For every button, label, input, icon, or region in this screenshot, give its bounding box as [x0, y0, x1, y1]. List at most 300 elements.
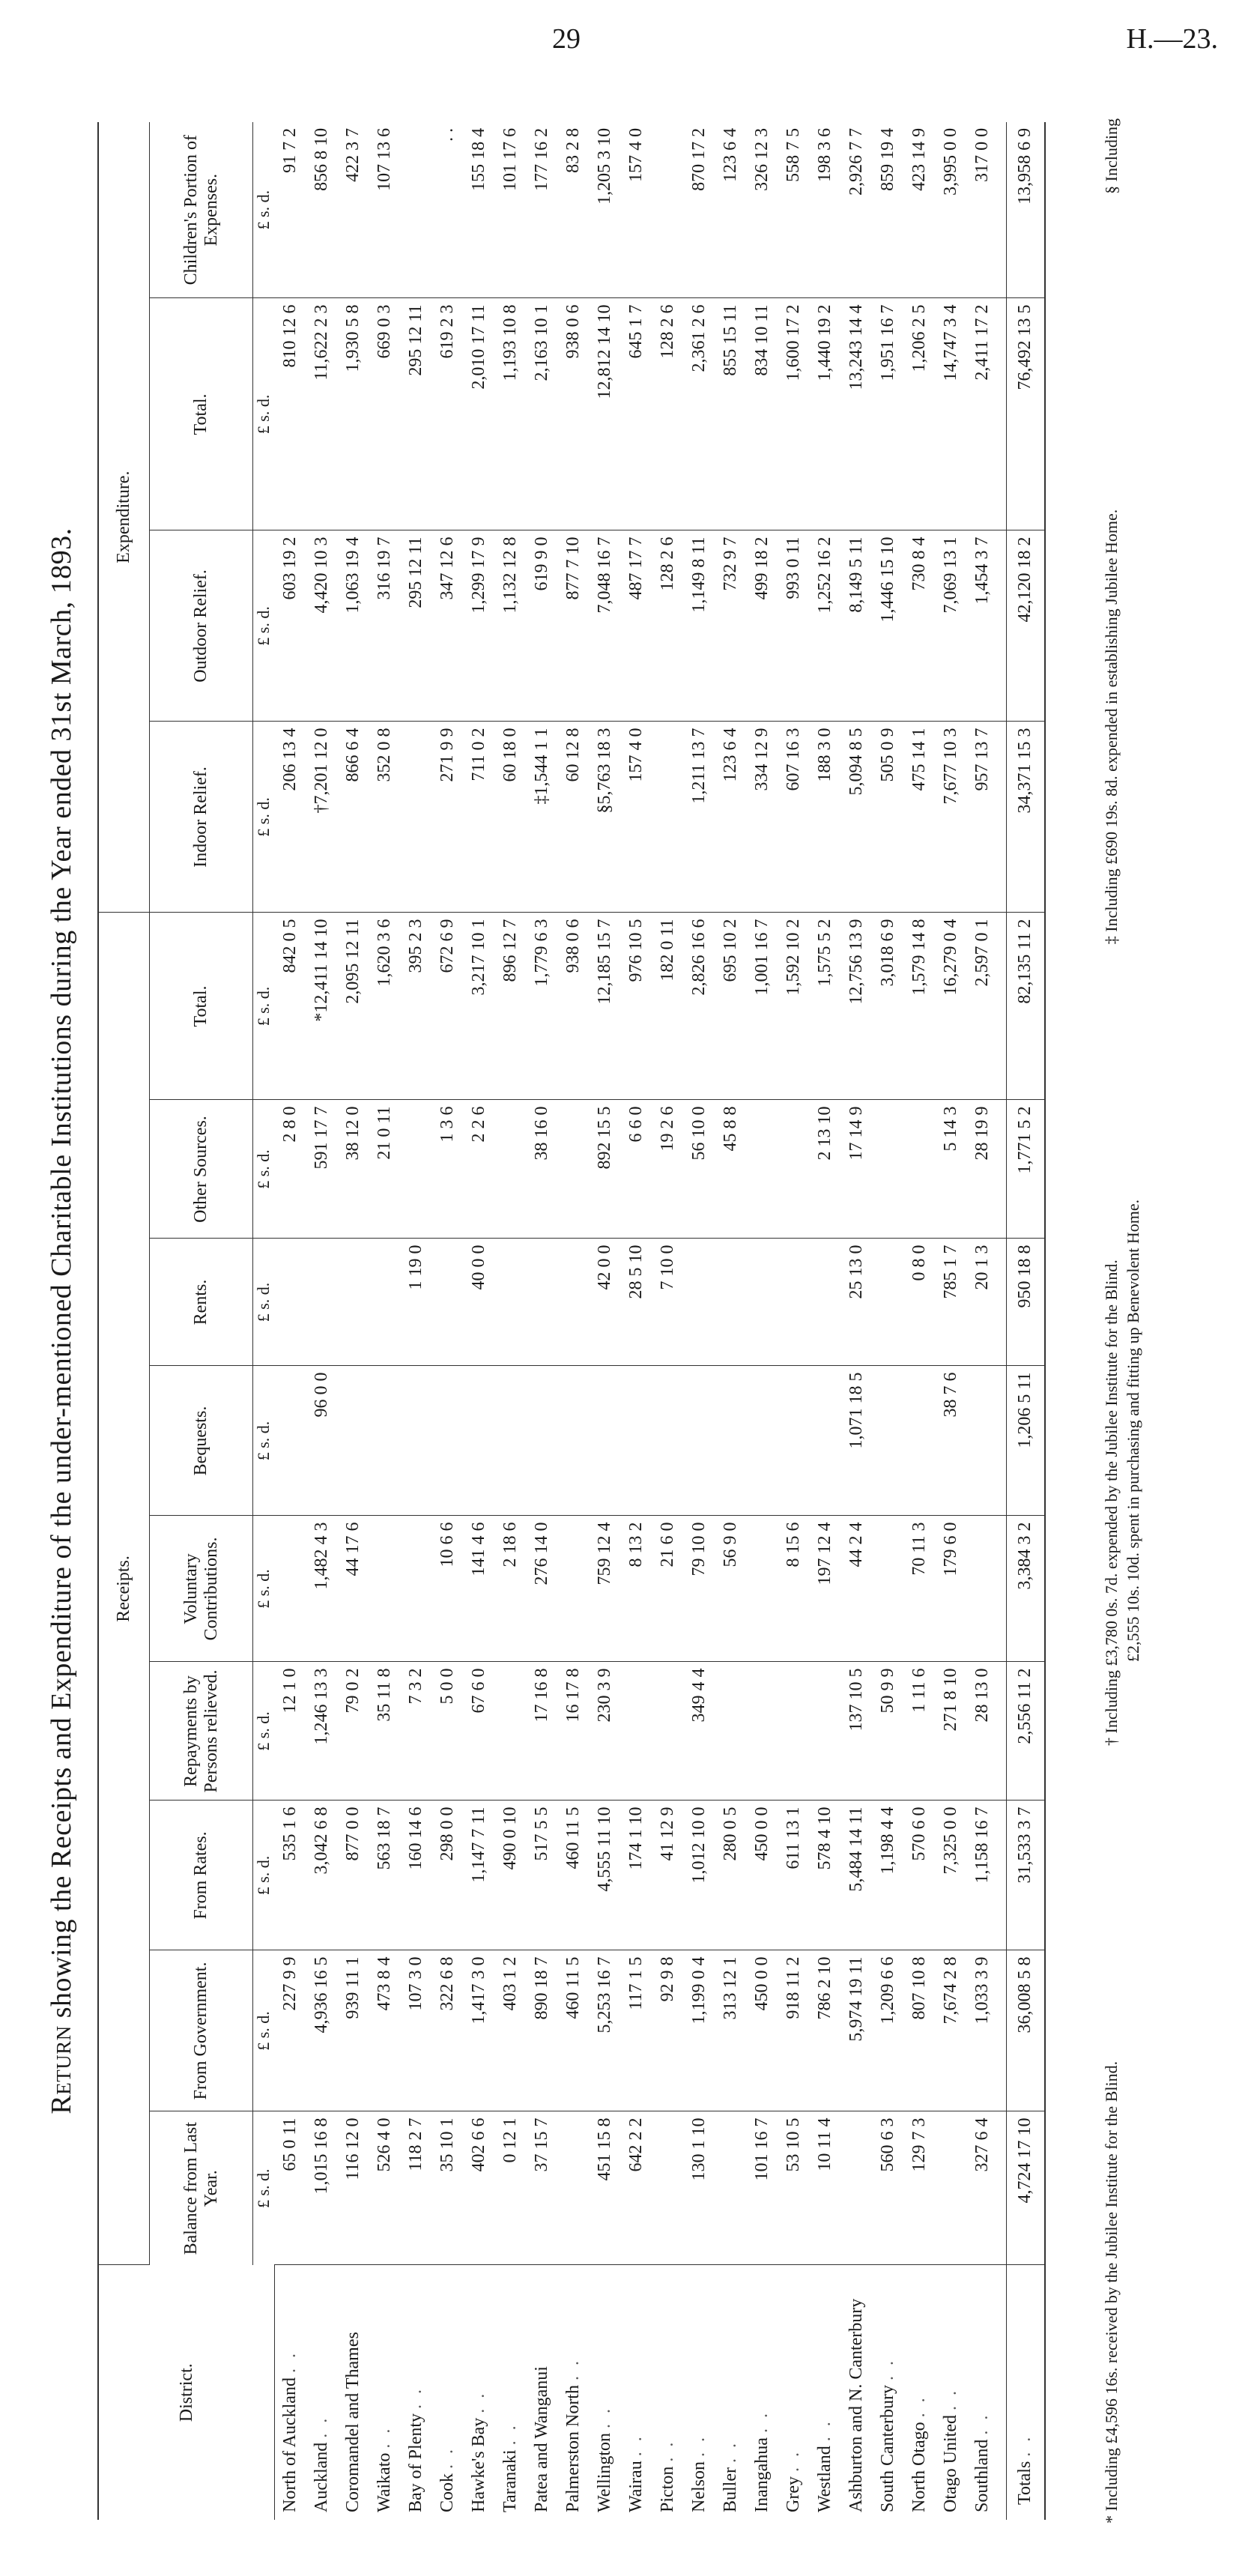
value-cell: 402 6 6	[464, 2111, 495, 2265]
page-title	[45, 111, 78, 2531]
value-cell: 3,217 10 1	[464, 913, 495, 1100]
total-value-cell: 1,206 5 11	[1006, 1366, 1045, 1516]
value-cell: 7 10 0	[652, 1239, 684, 1366]
leader-dots: . .	[752, 2410, 772, 2434]
value-cell: 5,974 19 11	[841, 1950, 873, 2111]
value-cell: 5,094 8 5	[841, 722, 873, 913]
value-cell: 870 17 2	[684, 122, 715, 298]
value-cell: 460 11 5	[558, 1801, 590, 1950]
value-cell: 1,779 6 3	[527, 913, 558, 1100]
column-header: Repayments by Persons relieved.	[150, 1662, 253, 1801]
column-header: Balance from Last Year.	[150, 2111, 253, 2265]
leader-dots: . .	[469, 2390, 488, 2413]
value-cell: 993 0 11	[778, 530, 810, 722]
district-name: Wellington	[595, 2432, 614, 2512]
district-cell	[306, 2265, 338, 2520]
value-cell: 17 14 9	[841, 1100, 873, 1239]
value-cell	[747, 1100, 778, 1239]
value-cell: 8,149 5 11	[841, 530, 873, 722]
value-cell	[841, 2111, 873, 2265]
header-district: District.	[98, 2265, 274, 2520]
value-cell: 271 8 10	[936, 1662, 967, 1801]
value-cell	[778, 1100, 810, 1239]
value-cell: 28 5 10	[621, 1239, 652, 1366]
district-name: Inangahua	[752, 2437, 772, 2512]
footnote-star: * Including £4,596 16s. received by the Jubilee Institute for the Blind.	[1102, 2061, 1121, 2524]
value-cell: 295 12 11	[401, 298, 432, 530]
value-cell: 3,995 0 0	[936, 122, 967, 298]
district-cell	[401, 2265, 432, 2520]
district-cell	[652, 2265, 684, 2520]
value-cell: 45 8 8	[715, 1100, 747, 1239]
value-cell: 347 12 6	[432, 530, 464, 722]
value-cell: 41 12 9	[652, 1801, 684, 1950]
value-cell	[747, 1366, 778, 1516]
value-cell	[401, 722, 432, 913]
value-cell: 6 6 0	[621, 1100, 652, 1239]
table-row	[715, 122, 747, 2520]
totals-row	[1006, 122, 1045, 2520]
district-name: Palmerston North	[563, 2385, 583, 2512]
value-cell: 230 3 9	[590, 1662, 621, 1801]
value-cell: 4,936 16 5	[306, 1950, 338, 2111]
value-cell: 558 7 5	[778, 122, 810, 298]
district-cell	[621, 2265, 652, 2520]
value-cell	[338, 1239, 369, 1366]
value-cell	[652, 1662, 684, 1801]
district-name: Nelson	[689, 2461, 709, 2512]
column-header: From Government.	[150, 1950, 253, 2111]
value-cell	[715, 1239, 747, 1366]
value-cell: 352 0 8	[369, 722, 401, 913]
value-cell: 137 10 5	[841, 1662, 873, 1801]
footnote-section-continued: £2,555 10s. 10d. spent in purchasing and fitting up Benevolent Home.	[1123, 1199, 1142, 1662]
value-cell: 67 6 0	[464, 1662, 495, 1801]
district-name: North Otago	[909, 2422, 929, 2512]
value-cell: 1,592 10 2	[778, 913, 810, 1100]
total-value-cell: 36,008 5 8	[1006, 1950, 1045, 2111]
value-cell: †7,201 12 0	[306, 722, 338, 913]
table-row	[967, 122, 1007, 2520]
value-cell: 129 7 3	[904, 2111, 936, 2265]
total-value-cell: 950 18 8	[1006, 1239, 1045, 1366]
district-cell	[684, 2265, 715, 2520]
value-cell: 450 0 0	[747, 1950, 778, 2111]
value-cell: 560 6 3	[873, 2111, 904, 2265]
value-cell: 3,042 6 8	[306, 1801, 338, 1950]
totals-label: Totals	[1015, 2461, 1035, 2505]
value-cell	[684, 1366, 715, 1516]
value-cell: 526 4 0	[369, 2111, 401, 2265]
value-cell	[652, 122, 684, 298]
value-cell: 578 4 10	[810, 1801, 841, 1950]
value-cell: *12,411 14 10	[306, 913, 338, 1100]
district-cell	[464, 2265, 495, 2520]
value-cell	[747, 1662, 778, 1801]
value-cell: . .	[432, 122, 464, 298]
value-cell	[464, 1366, 495, 1516]
value-cell: 859 19 4	[873, 122, 904, 298]
value-cell: 1,575 5 2	[810, 913, 841, 1100]
value-cell: 40 0 0	[464, 1239, 495, 1366]
value-cell: 976 10 5	[621, 913, 652, 1100]
value-cell: 37 15 7	[527, 2111, 558, 2265]
value-cell: 28 13 0	[967, 1662, 1007, 1801]
leader-dots: . .	[280, 2350, 300, 2374]
value-cell: 79 10 0	[684, 1516, 715, 1662]
value-cell: 957 13 7	[967, 722, 1007, 913]
value-cell: 107 13 6	[369, 122, 401, 298]
district-name: Picton	[658, 2466, 677, 2512]
value-cell: 810 12 6	[274, 298, 306, 530]
value-cell: 856 8 10	[306, 122, 338, 298]
value-cell: 44 2 4	[841, 1516, 873, 1662]
value-cell	[873, 1100, 904, 1239]
value-cell: 807 10 8	[904, 1950, 936, 2111]
value-cell	[338, 1366, 369, 1516]
value-cell: 96 0 0	[306, 1366, 338, 1516]
value-cell: 938 0 6	[558, 913, 590, 1100]
leader-dots: . .	[815, 2419, 834, 2442]
value-cell: 834 10 11	[747, 298, 778, 530]
value-cell: 317 0 0	[967, 122, 1007, 298]
district-name: Patea and Wanganui	[532, 2366, 551, 2512]
value-cell: 44 17 6	[338, 1516, 369, 1662]
district-cell	[274, 2265, 306, 2520]
column-units: £ s. d.	[253, 1239, 275, 1366]
table-row	[401, 122, 432, 2520]
value-cell: 535 1 6	[274, 1801, 306, 1950]
leader-dots: . .	[500, 2422, 520, 2446]
value-cell	[401, 1366, 432, 1516]
leader-dots: . .	[784, 2449, 803, 2473]
value-cell: 611 13 1	[778, 1801, 810, 1950]
value-cell: 271 9 9	[432, 722, 464, 913]
value-cell: 2,597 0 1	[967, 913, 1007, 1100]
district-name: Grey	[784, 2476, 803, 2512]
value-cell: 730 8 4	[904, 530, 936, 722]
value-cell: 1,446 15 10	[873, 530, 904, 722]
value-cell: 732 9 7	[715, 530, 747, 722]
value-cell: 490 0 10	[495, 1801, 527, 1950]
value-cell: 56 10 0	[684, 1100, 715, 1239]
leader-dots: . .	[721, 2440, 740, 2463]
table-row	[936, 122, 967, 2520]
district-name: Taranaki	[500, 2449, 520, 2512]
value-cell: 1,206 2 5	[904, 298, 936, 530]
column-units: £ s. d.	[253, 1801, 275, 1950]
district-name: Hawke's Bay	[469, 2417, 488, 2512]
column-header: Bequests.	[150, 1366, 253, 1516]
value-cell: 1,199 0 4	[684, 1950, 715, 2111]
value-cell: 890 18 7	[527, 1950, 558, 2111]
value-cell	[432, 1366, 464, 1516]
value-cell: 3,018 6 9	[873, 913, 904, 1100]
value-cell	[558, 1239, 590, 1366]
value-cell: 7,069 13 1	[936, 530, 967, 722]
value-cell: 334 12 9	[747, 722, 778, 913]
leader-dots: . .	[658, 2439, 677, 2462]
value-cell: 2,095 12 11	[338, 913, 369, 1100]
value-cell: 451 15 8	[590, 2111, 621, 2265]
value-cell: 79 0 2	[338, 1662, 369, 1801]
leader-dots: . .	[941, 2388, 960, 2411]
table-row	[778, 122, 810, 2520]
table-row	[495, 122, 527, 2520]
value-cell: 892 15 5	[590, 1100, 621, 1239]
value-cell: 322 6 8	[432, 1950, 464, 2111]
value-cell: 2 13 10	[810, 1100, 841, 1239]
value-cell	[936, 2111, 967, 2265]
leader-dots: . .	[909, 2395, 929, 2418]
value-cell: 403 1 2	[495, 1950, 527, 2111]
value-cell: 13,243 14 4	[841, 298, 873, 530]
value-cell: 450 0 0	[747, 1801, 778, 1950]
leader-dots: . .	[626, 2434, 646, 2457]
value-cell: 2,010 17 11	[464, 298, 495, 530]
value-cell	[621, 1366, 652, 1516]
value-cell: 1,132 12 8	[495, 530, 527, 722]
totals-label-cell	[1006, 2265, 1045, 2520]
value-cell	[369, 1366, 401, 1516]
value-cell: 1,158 16 7	[967, 1801, 1007, 1950]
table-row	[464, 122, 495, 2520]
value-cell: ‡1,544 1 1	[527, 722, 558, 913]
value-cell: 60 18 0	[495, 722, 527, 913]
value-cell: 0 8 0	[904, 1239, 936, 1366]
value-cell: 1,033 3 9	[967, 1950, 1007, 2111]
value-cell	[652, 2111, 684, 2265]
value-cell: 1,600 17 2	[778, 298, 810, 530]
value-cell: 20 1 3	[967, 1239, 1007, 1366]
value-cell: 11,622 2 3	[306, 298, 338, 530]
value-cell	[967, 1516, 1007, 1662]
value-cell: 298 0 0	[432, 1801, 464, 1950]
value-cell: 53 10 5	[778, 2111, 810, 2265]
value-cell: 1,205 3 10	[590, 122, 621, 298]
value-cell	[873, 1516, 904, 1662]
value-cell: 1,015 16 8	[306, 2111, 338, 2265]
column-units: £ s. d.	[253, 1950, 275, 2111]
value-cell	[747, 1239, 778, 1366]
value-cell: §5,763 18 3	[590, 722, 621, 913]
value-cell: 16 17 8	[558, 1662, 590, 1801]
district-cell	[527, 2265, 558, 2520]
value-cell: 938 0 6	[558, 298, 590, 530]
value-cell: 672 6 9	[432, 913, 464, 1100]
table-row	[747, 122, 778, 2520]
value-cell	[369, 1239, 401, 1366]
district-name: Buller	[721, 2467, 740, 2512]
column-units: £ s. d.	[253, 530, 275, 722]
value-cell: 182 0 11	[652, 913, 684, 1100]
value-cell: 2,163 10 1	[527, 298, 558, 530]
value-cell: 842 0 5	[274, 913, 306, 1100]
value-cell	[558, 1100, 590, 1239]
district-name: Otago United	[941, 2415, 960, 2512]
value-cell: 198 3 6	[810, 122, 841, 298]
column-header: From Rates.	[150, 1801, 253, 1950]
value-cell: 645 1 7	[621, 298, 652, 530]
value-cell: 83 2 8	[558, 122, 590, 298]
title-lead: Return	[46, 2025, 77, 2114]
value-cell: 563 18 7	[369, 1801, 401, 1950]
value-cell: 395 2 3	[401, 913, 432, 1100]
value-cell: 1,147 7 11	[464, 1801, 495, 1950]
district-cell	[369, 2265, 401, 2520]
value-cell: 326 12 3	[747, 122, 778, 298]
value-cell: 118 2 7	[401, 2111, 432, 2265]
value-cell	[621, 1662, 652, 1801]
column-header: Total.	[150, 913, 253, 1100]
value-cell: 101 16 7	[747, 2111, 778, 2265]
value-cell: 295 12 11	[401, 530, 432, 722]
value-cell: 855 15 11	[715, 298, 747, 530]
value-cell: 5 0 0	[432, 1662, 464, 1801]
footnote-double-dagger: ‡ Including £690 19s. 8d. expended in establishing Jubilee Home.	[1102, 509, 1121, 945]
value-cell: 10 6 6	[432, 1516, 464, 1662]
value-cell	[401, 122, 432, 298]
total-value-cell: 76,492 13 5	[1006, 298, 1045, 530]
value-cell: 591 17 7	[306, 1100, 338, 1239]
value-cell	[495, 1100, 527, 1239]
value-cell: 1,211 13 7	[684, 722, 715, 913]
value-cell: 2 18 6	[495, 1516, 527, 1662]
leader-dots: . .	[878, 2358, 897, 2381]
district-cell	[338, 2265, 369, 2520]
value-cell: 5,484 14 11	[841, 1801, 873, 1950]
value-cell: 1,246 13 3	[306, 1662, 338, 1801]
page-reference: H.—23.	[1126, 23, 1218, 55]
value-cell: 128 2 6	[652, 530, 684, 722]
value-cell: 123 6 4	[715, 122, 747, 298]
column-units: £ s. d.	[253, 1662, 275, 1801]
column-header: Rents.	[150, 1239, 253, 1366]
value-cell: 1 19 0	[401, 1239, 432, 1366]
value-cell: 42 0 0	[590, 1239, 621, 1366]
value-cell: 7,677 10 3	[936, 722, 967, 913]
value-cell: 60 12 8	[558, 722, 590, 913]
value-cell	[306, 1239, 338, 1366]
value-cell: 7,325 0 0	[936, 1801, 967, 1950]
value-cell: 56 9 0	[715, 1516, 747, 1662]
table-row	[558, 122, 590, 2520]
leader-dots: . .	[689, 2434, 709, 2457]
value-cell: 505 0 9	[873, 722, 904, 913]
value-cell: 25 13 0	[841, 1239, 873, 1366]
column-units: £ s. d.	[253, 1100, 275, 1239]
district-name: Coromandel and Thames	[343, 2332, 363, 2512]
value-cell: 642 2 2	[621, 2111, 652, 2265]
value-cell: 2,926 7 7	[841, 122, 873, 298]
rotated-page-body	[0, 96, 1169, 2576]
column-units: £ s. d.	[253, 722, 275, 913]
value-cell	[652, 1366, 684, 1516]
table-row	[684, 122, 715, 2520]
value-cell: 1,001 16 7	[747, 913, 778, 1100]
value-cell: 17 16 8	[527, 1662, 558, 1801]
value-cell: 619 2 3	[432, 298, 464, 530]
value-cell: 1,417 3 0	[464, 1950, 495, 2111]
value-cell: 21 6 0	[652, 1516, 684, 1662]
value-cell: 896 12 7	[495, 913, 527, 1100]
value-cell	[558, 2111, 590, 2265]
value-cell: 70 11 3	[904, 1516, 936, 1662]
value-cell: 7,674 2 8	[936, 1950, 967, 2111]
value-cell: 179 6 0	[936, 1516, 967, 1662]
value-cell	[873, 1239, 904, 1366]
leader-dots: . .	[972, 2412, 992, 2435]
value-cell: 695 10 2	[715, 913, 747, 1100]
value-cell: 130 1 10	[684, 2111, 715, 2265]
district-name: South Canterbury	[878, 2385, 897, 2512]
leader-dots: . .	[437, 2446, 457, 2469]
total-value-cell: 13,958 6 9	[1006, 122, 1045, 298]
value-cell: 570 6 0	[904, 1801, 936, 1950]
value-cell	[527, 1239, 558, 1366]
leader-dots: . .	[1015, 2434, 1035, 2457]
value-cell: 117 1 5	[621, 1950, 652, 2111]
value-cell: 711 0 2	[464, 722, 495, 913]
district-cell	[715, 2265, 747, 2520]
value-cell: 669 0 3	[369, 298, 401, 530]
leader-dots: . .	[406, 2386, 425, 2409]
value-cell	[495, 1239, 527, 1366]
value-cell	[873, 1366, 904, 1516]
value-cell	[527, 1366, 558, 1516]
column-header: Children's Portion of Expenses.	[150, 122, 253, 298]
district-name: Cook	[437, 2473, 457, 2512]
value-cell	[274, 1366, 306, 1516]
value-cell: 21 0 11	[369, 1100, 401, 1239]
value-cell	[274, 1516, 306, 1662]
table-row	[621, 122, 652, 2520]
value-cell: 2,826 16 6	[684, 913, 715, 1100]
value-cell: 28 19 9	[967, 1100, 1007, 1239]
value-cell: 12,812 14 10	[590, 298, 621, 530]
district-cell	[747, 2265, 778, 2520]
leader-dots: . .	[375, 2425, 394, 2449]
total-value-cell: 2,556 11 2	[1006, 1662, 1045, 1801]
district-name: Southland	[972, 2439, 992, 2512]
value-cell: 2 8 0	[274, 1100, 306, 1239]
value-cell: 4,555 11 10	[590, 1801, 621, 1950]
header-receipts: Receipts.	[98, 913, 150, 2265]
value-cell: 2,411 17 2	[967, 298, 1007, 530]
value-cell	[715, 1366, 747, 1516]
column-units: £ s. d.	[253, 122, 275, 298]
value-cell: 35 10 1	[432, 2111, 464, 2265]
district-name: Waikato	[375, 2452, 394, 2512]
value-cell	[904, 1366, 936, 1516]
value-cell: 316 19 7	[369, 530, 401, 722]
column-units: £ s. d.	[253, 913, 275, 1100]
value-cell: 107 3 0	[401, 1950, 432, 2111]
district-cell	[495, 2265, 527, 2520]
value-cell	[590, 1366, 621, 1516]
table-row	[338, 122, 369, 2520]
value-cell	[810, 1662, 841, 1801]
value-cell	[401, 1516, 432, 1662]
value-cell: 160 14 6	[401, 1801, 432, 1950]
district-cell	[936, 2265, 967, 2520]
total-value-cell: 4,724 17 10	[1006, 2111, 1045, 2265]
district-cell	[558, 2265, 590, 2520]
value-cell: 1,299 17 9	[464, 530, 495, 722]
value-cell: 65 0 11	[274, 2111, 306, 2265]
value-cell: 38 12 0	[338, 1100, 369, 1239]
value-cell: 5 14 3	[936, 1100, 967, 1239]
